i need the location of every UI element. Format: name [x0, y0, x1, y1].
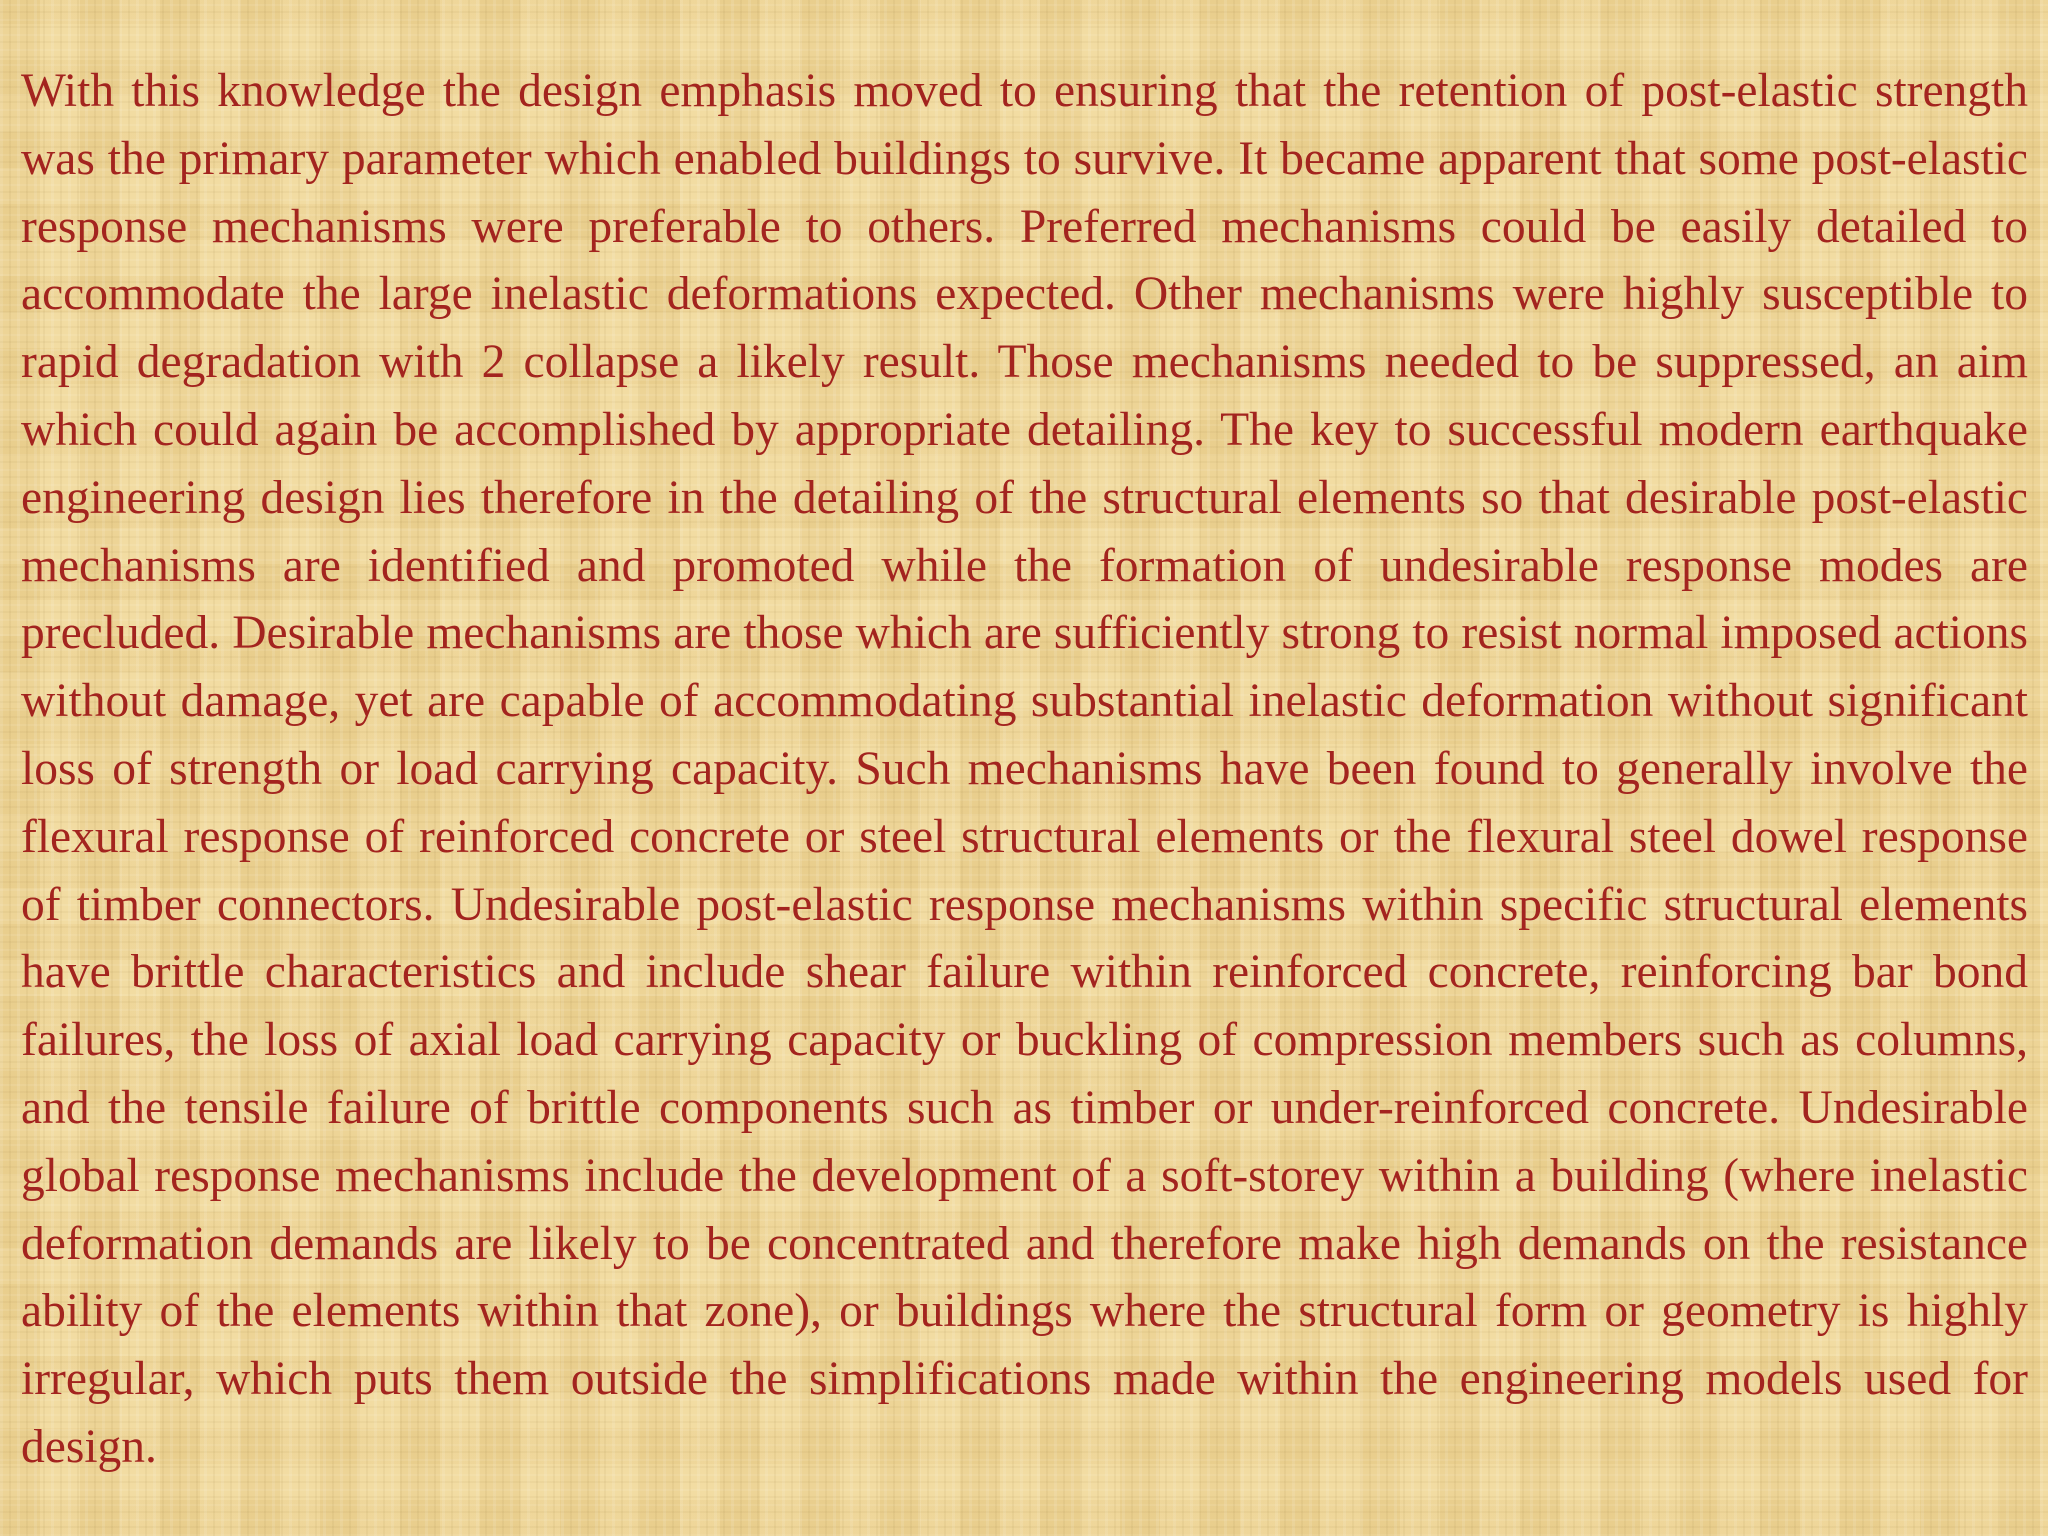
body-paragraph: With this knowledge the design emphasis moved to ensuring that the retention of post-elastic strength was the primary parameter which enabled buildings to survive. It became apparent that some post-elastic response mechanisms were preferable to others. Preferred mechanisms could be easily detailed to accommodate the large inelastic deformations expected. Other mechanisms were highly susceptible to rapid degradation with 2 collapse a likely result. Those mechanisms needed to be suppressed, an aim which could again be accomplished by appropriate detailing. The key to successful modern earthquake engineering design lies therefore in the detailing of the structural elements so that desirable post-elastic mechanisms are identified and promoted while the formation of undesirable response modes are precluded. Desirable mechanisms are those which are sufficiently strong to resist normal imposed actions without damage, yet are capable of accommodating substantial inelastic deformation without significant loss of strength or load carrying capacity. Such mechanisms have been found to generally involve the flexural response of reinforced concrete or steel structural elements or the flexural steel dowel response of timber connectors. Undesirable post-elastic response mechanisms within specific structural elements have brittle characteristics and include shear failure within reinforced concrete, reinforcing bar bond failures, the loss of axial load carrying capacity or buckling of compression members such as columns, and the tensile failure of brittle components such as timber or under-reinforced concrete. Undesirable global response mechanisms include the development of a soft-storey within a building (where inelastic deformation demands are likely to be concentrated and therefore make high demands on the resistance ability of the elements within that zone), or buildings where the structural form or geometry is highly irregular, which puts them outside the simplifications made within the engineering models used for design. — [21, 65, 2028, 1473]
slide-content — [21, 58, 2028, 1482]
